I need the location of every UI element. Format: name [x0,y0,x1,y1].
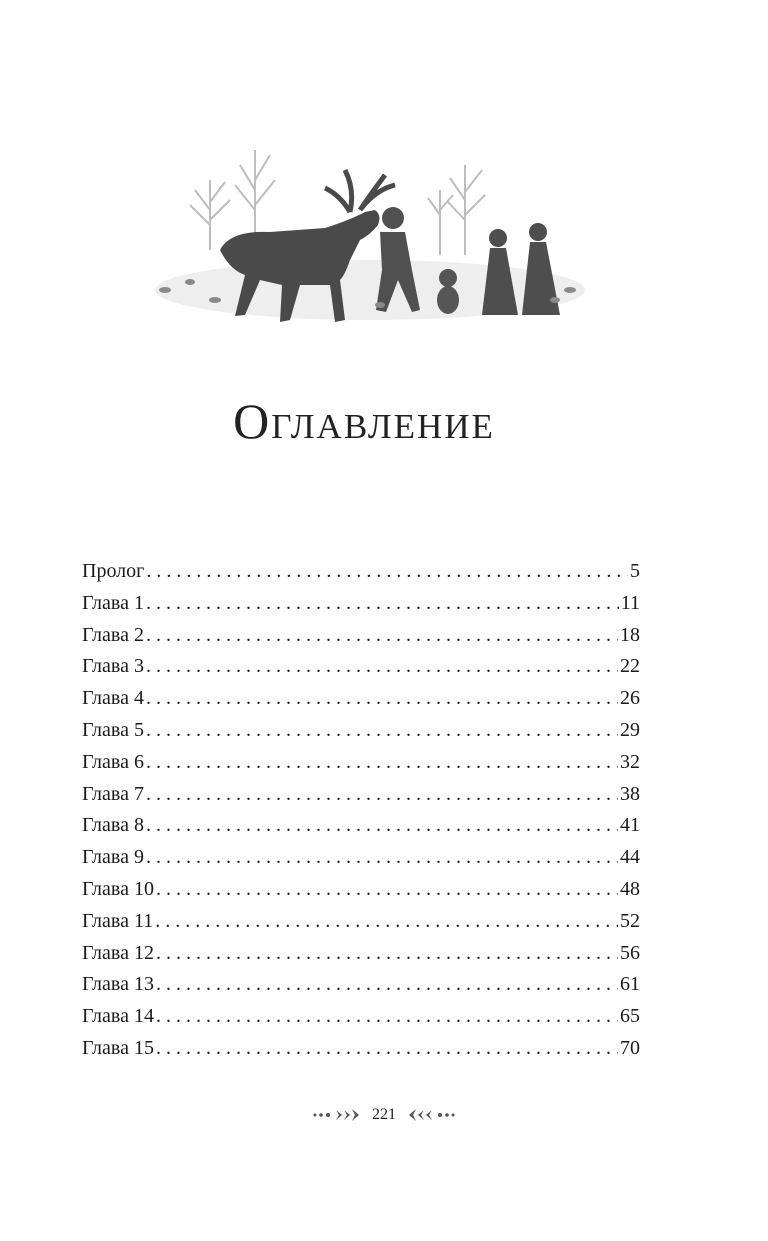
toc-entry-label: Глава 4 [82,687,144,710]
toc-entry-label: Пролог [82,560,145,582]
table-of-contents [82,556,640,1065]
toc-entry-page: 56 [620,941,640,964]
toc-entry-page: 18 [620,623,640,646]
toc-entry[interactable] [82,556,640,588]
toc-entry[interactable] [82,1001,640,1033]
toc-entry-page: 44 [620,846,640,869]
toc-entry-label: Глава 7 [82,782,144,805]
toc-leader-dots [146,556,628,588]
toc-entry-label: Глава 9 [82,846,144,869]
toc-leader-dots [156,1033,618,1065]
toc-leader-dots [146,810,618,842]
toc-entry-label: Глава 11 [82,909,154,932]
toc-leader-dots [146,715,618,747]
toc-entry-page: 70 [620,1036,640,1059]
toc-entry-page: 22 [620,655,640,678]
toc-leader-dots [146,747,618,779]
toc-entry[interactable] [82,588,640,620]
toc-entry-label: Глава 8 [82,814,144,837]
toc-entry[interactable] [82,747,640,779]
page-number: 221 [372,1106,396,1123]
toc-entry[interactable] [82,906,640,938]
toc-leader-dots [146,842,618,874]
toc-entry-label: Глава 12 [82,941,154,964]
toc-entry-page: 5 [630,560,640,582]
toc-leader-dots [146,683,618,715]
toc-entry[interactable] [82,683,640,715]
toc-leader-dots [156,938,618,970]
toc-entry-label: Глава 14 [82,1005,154,1028]
toc-leader-dots [146,651,618,683]
toc-entry-label: Глава 10 [82,877,154,900]
toc-entry[interactable] [82,969,640,1001]
toc-entry-page: 38 [620,782,640,805]
toc-leader-dots [146,620,618,652]
toc-leader-dots [156,969,618,1001]
toc-leader-dots [156,874,618,906]
toc-entry-label: Глава 3 [82,655,144,678]
toc-entry[interactable] [82,842,640,874]
page-footer [0,1100,768,1130]
toc-entry-page: 41 [620,814,640,837]
toc-entry[interactable] [82,651,640,683]
toc-entry-page: 29 [620,718,640,741]
toc-entry-label: Глава 1 [82,591,144,614]
toc-entry-page: 32 [620,750,640,773]
toc-leader-dots [146,779,618,811]
left-ornament-icon [312,1108,360,1122]
toc-leader-dots [146,588,619,620]
page-title: Оглавление [233,393,495,449]
toc-entry-label: Глава 13 [82,973,154,996]
toc-leader-dots [156,1001,618,1033]
toc-entry-page: 52 [620,909,640,932]
toc-entry-label: Глава 6 [82,750,144,773]
toc-entry-page: 61 [620,973,640,996]
toc-entry-label: Глава 2 [82,623,144,646]
toc-entry[interactable] [82,715,640,747]
toc-leader-dots [155,906,618,938]
toc-entry[interactable] [82,779,640,811]
right-ornament-icon [408,1108,456,1122]
toc-entry-label: Глава 5 [82,718,144,741]
frozen-characters-silhouette-icon [150,140,590,340]
toc-entry[interactable] [82,620,640,652]
toc-entry-page: 65 [620,1005,640,1028]
toc-entry-page: 11 [620,591,640,614]
toc-entry-page: 26 [620,687,640,710]
toc-entry[interactable] [82,1033,640,1065]
toc-entry[interactable] [82,874,640,906]
toc-entry[interactable] [82,810,640,842]
toc-entry[interactable] [82,938,640,970]
toc-entry-label: Глава 15 [82,1036,154,1059]
toc-entry-page: 48 [620,877,640,900]
